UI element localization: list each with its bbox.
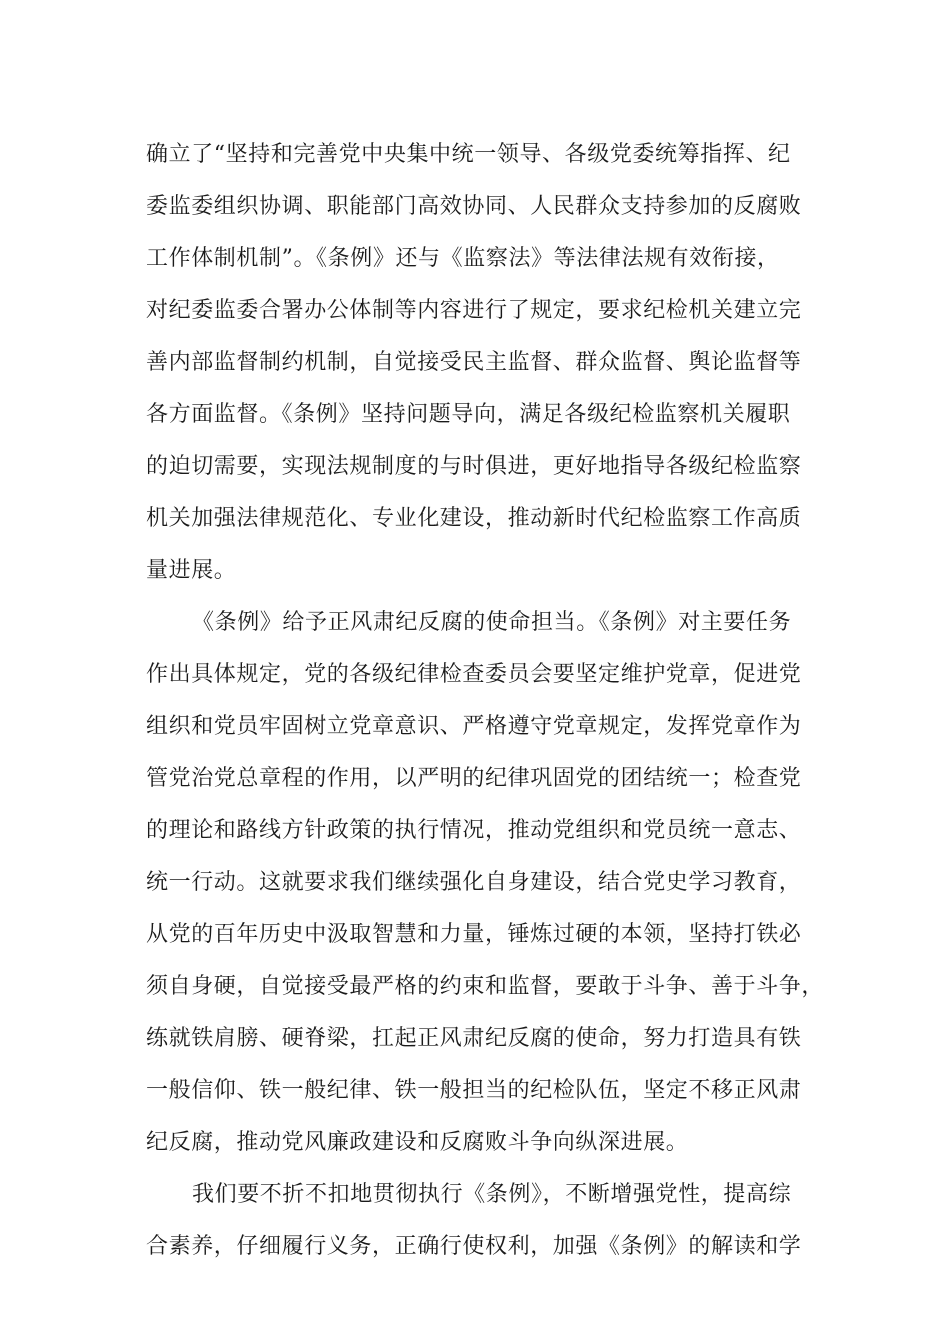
- text-line: 我们要不折不扣地贯彻执行《条例》，不断增强党性，提高综: [192, 1182, 792, 1207]
- text-line: 委监委组织协调、职能部门高效协同、人民群众支持参加的反腐败: [146, 194, 802, 219]
- text-line: 合素养，仔细履行义务，正确行使权利，加强《条例》的解读和学: [146, 1234, 802, 1259]
- text-line: 的理论和路线方针政策的执行情况，推动党组织和党员统一意志、: [146, 818, 802, 843]
- text-line: 对纪委监委合署办公体制等内容进行了规定，要求纪检机关建立完: [146, 298, 802, 323]
- document-body: [146, 133, 826, 1277]
- text-line: 须自身硬，自觉接受最严格的约束和监督，要敢于斗争、善于斗争，: [146, 974, 825, 999]
- text-line: 从党的百年历史中汲取智慧和力量，锤炼过硬的本领，坚持打铁必: [146, 922, 802, 947]
- text-line: 纪反腐，推动党风廉政建设和反腐败斗争向纵深进展。: [146, 1130, 689, 1155]
- paragraph-3: [146, 1173, 826, 1277]
- text-line: 《条例》给予正风肃纪反腐的使命担当。《条例》对主要任务: [192, 610, 792, 635]
- text-line: 练就铁肩膀、硬脊梁，扛起正风肃纪反腐的使命，努力打造具有铁: [146, 1026, 802, 1051]
- text-line: 工作体制机制”。《条例》还与《监察法》等法律法规有效衔接，: [146, 246, 780, 271]
- paragraph-1: [146, 133, 826, 601]
- text-line: 一般信仰、铁一般纪律、铁一般担当的纪检队伍，坚定不移正风肃: [146, 1078, 802, 1103]
- text-line: 管党治党总章程的作用，以严明的纪律巩固党的团结统一；检查党: [146, 766, 802, 791]
- text-line: 机关加强法律规范化、专业化建设，推动新时代纪检监察工作高质: [146, 506, 802, 531]
- text-line: 确立了“坚持和完善党中央集中统一领导、各级党委统筹指挥、纪: [146, 142, 791, 167]
- text-line: 的迫切需要，实现法规制度的与时俱进，更好地指导各级纪检监察: [146, 454, 802, 479]
- text-line: 量进展。: [146, 558, 237, 583]
- text-line: 各方面监督。《条例》坚持问题导向，满足各级纪检监察机关履职: [146, 402, 791, 427]
- text-line: 统一行动。这就要求我们继续强化自身建设，结合党史学习教育，: [146, 870, 802, 895]
- text-line: 组织和党员牢固树立党章意识、严格遵守党章规定，发挥党章作为: [146, 714, 802, 739]
- text-line: 作出具体规定，党的各级纪律检查委员会要坚定维护党章，促进党: [146, 662, 802, 687]
- text-line: 善内部监督制约机制，自觉接受民主监督、群众监督、舆论监督等: [146, 350, 802, 375]
- paragraph-2: [146, 601, 826, 1173]
